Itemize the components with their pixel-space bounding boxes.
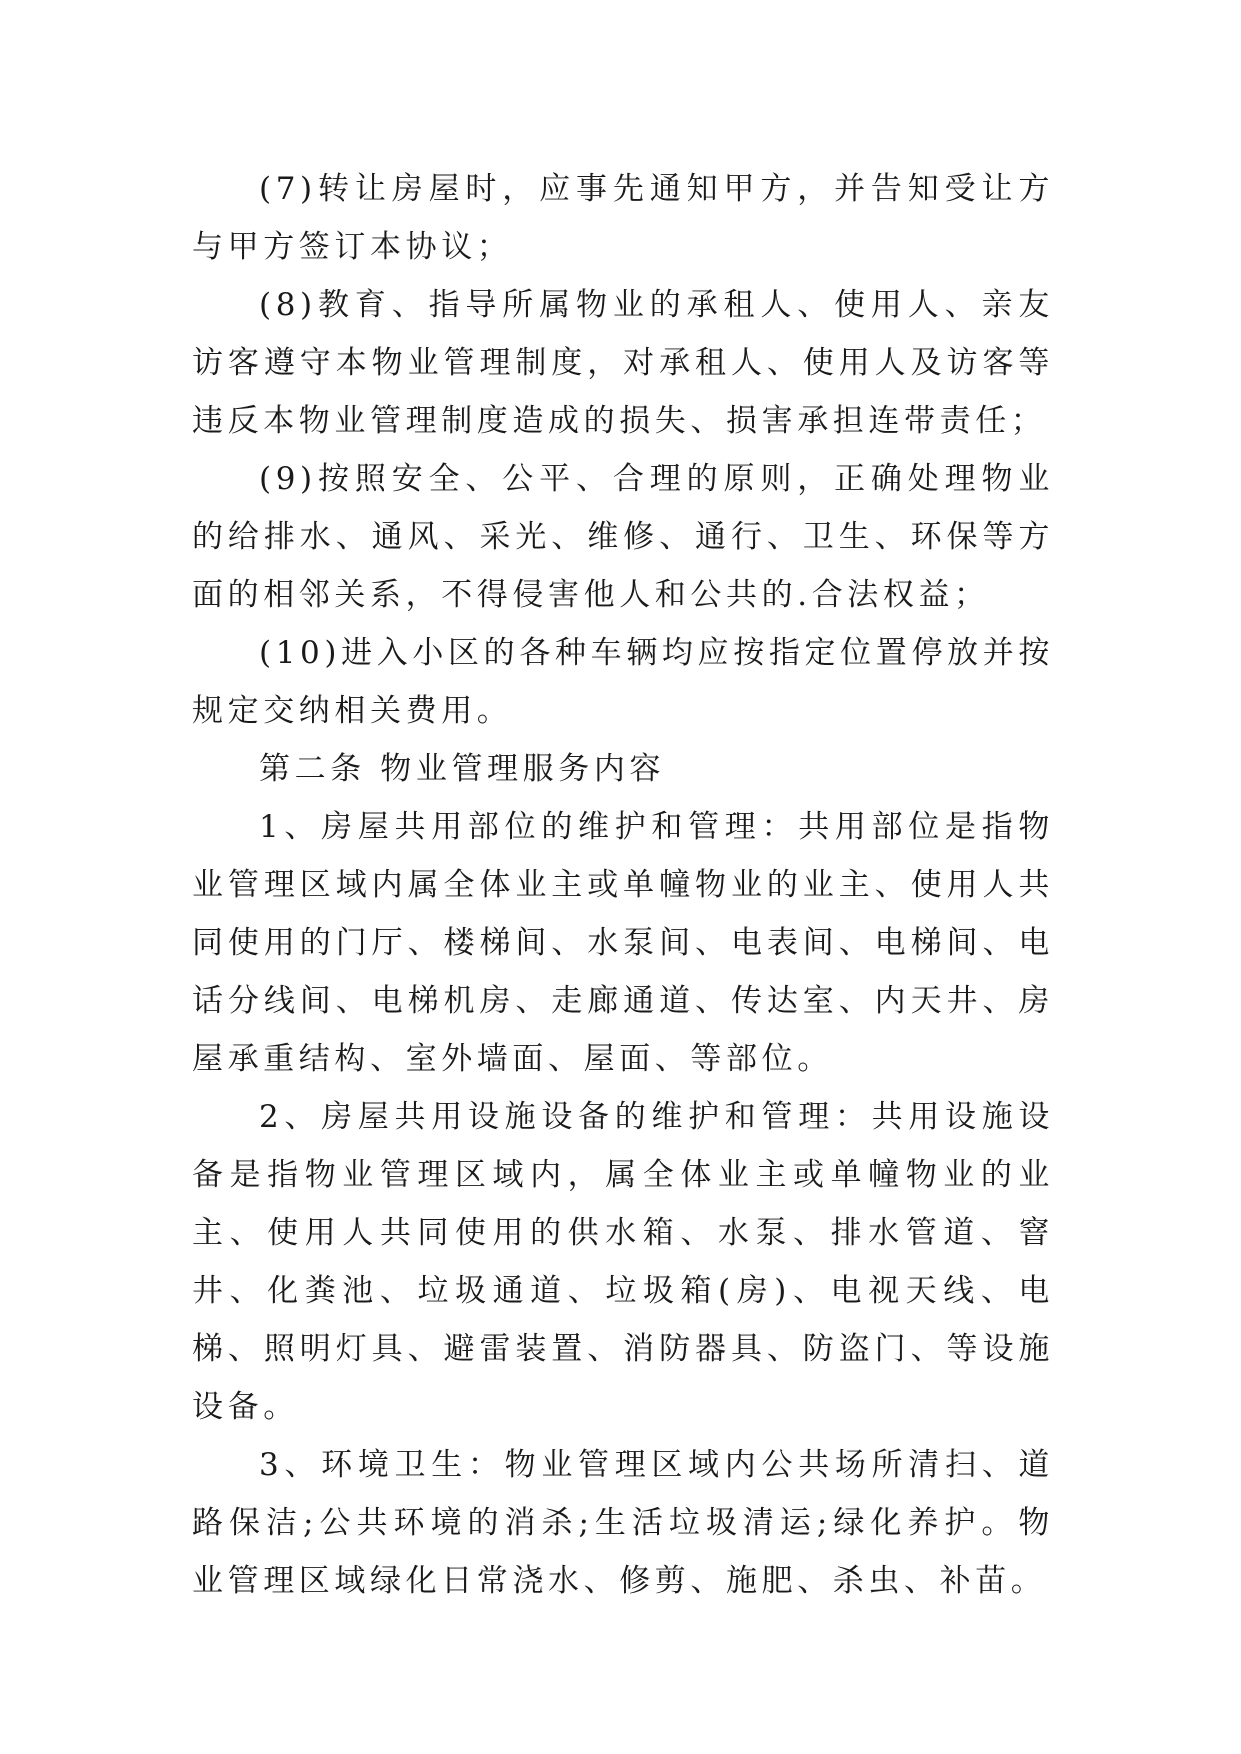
clause-10-paragraph: (10)进入小区的各种车辆均应按指定位置停放并按规定交纳相关费用。	[192, 635, 1054, 729]
service-item-3-paragraph: 3、环境卫生：物业管理区域内公共场所清扫、道路保洁;公共环境的消杀;生活垃圾清运;绿化养护。物业管理区域绿化日常浇水、修剪、施肥、杀虫、补苗。	[192, 1447, 1054, 1599]
clause-9-paragraph: (9)按照安全、公平、合理的原则，正确处理物业的给排水、通风、采光、维修、通行、卫生、环保等方面的相邻关系，不得侵害他人和公共的.合法权益；	[192, 461, 1054, 613]
document-page	[192, 160, 1054, 1610]
service-item-1-paragraph: 1、房屋共用部位的维护和管理：共用部位是指物业管理区域内属全体业主或单幢物业的业主、使用人共同使用的门厅、楼梯间、水泵间、电表间、电梯间、电话分线间、电梯机房、走廊通道、传达室、内天井、房屋承重结构、室外墙面、屋面、等部位。	[192, 809, 1054, 1077]
article-two-heading: 第二条 物业管理服务内容	[259, 751, 666, 787]
service-item-2-paragraph: 2、房屋共用设施设备的维护和管理：共用设施设备是指物业管理区域内，属全体业主或单幢物业的业主、使用人共同使用的供水箱、水泵、排水管道、窨井、化粪池、垃圾通道、垃圾箱(房)、电视天线、电梯、照明灯具、避雷装置、消防器具、防盗门、等设施设备。	[192, 1099, 1054, 1425]
clause-7-paragraph: (7)转让房屋时，应事先通知甲方，并告知受让方与甲方签订本协议；	[192, 171, 1054, 265]
clause-8-paragraph: (8)教育、指导所属物业的承租人、使用人、亲友访客遵守本物业管理制度，对承租人、使用人及访客等违反本物业管理制度造成的损失、损害承担连带责任；	[192, 287, 1054, 439]
